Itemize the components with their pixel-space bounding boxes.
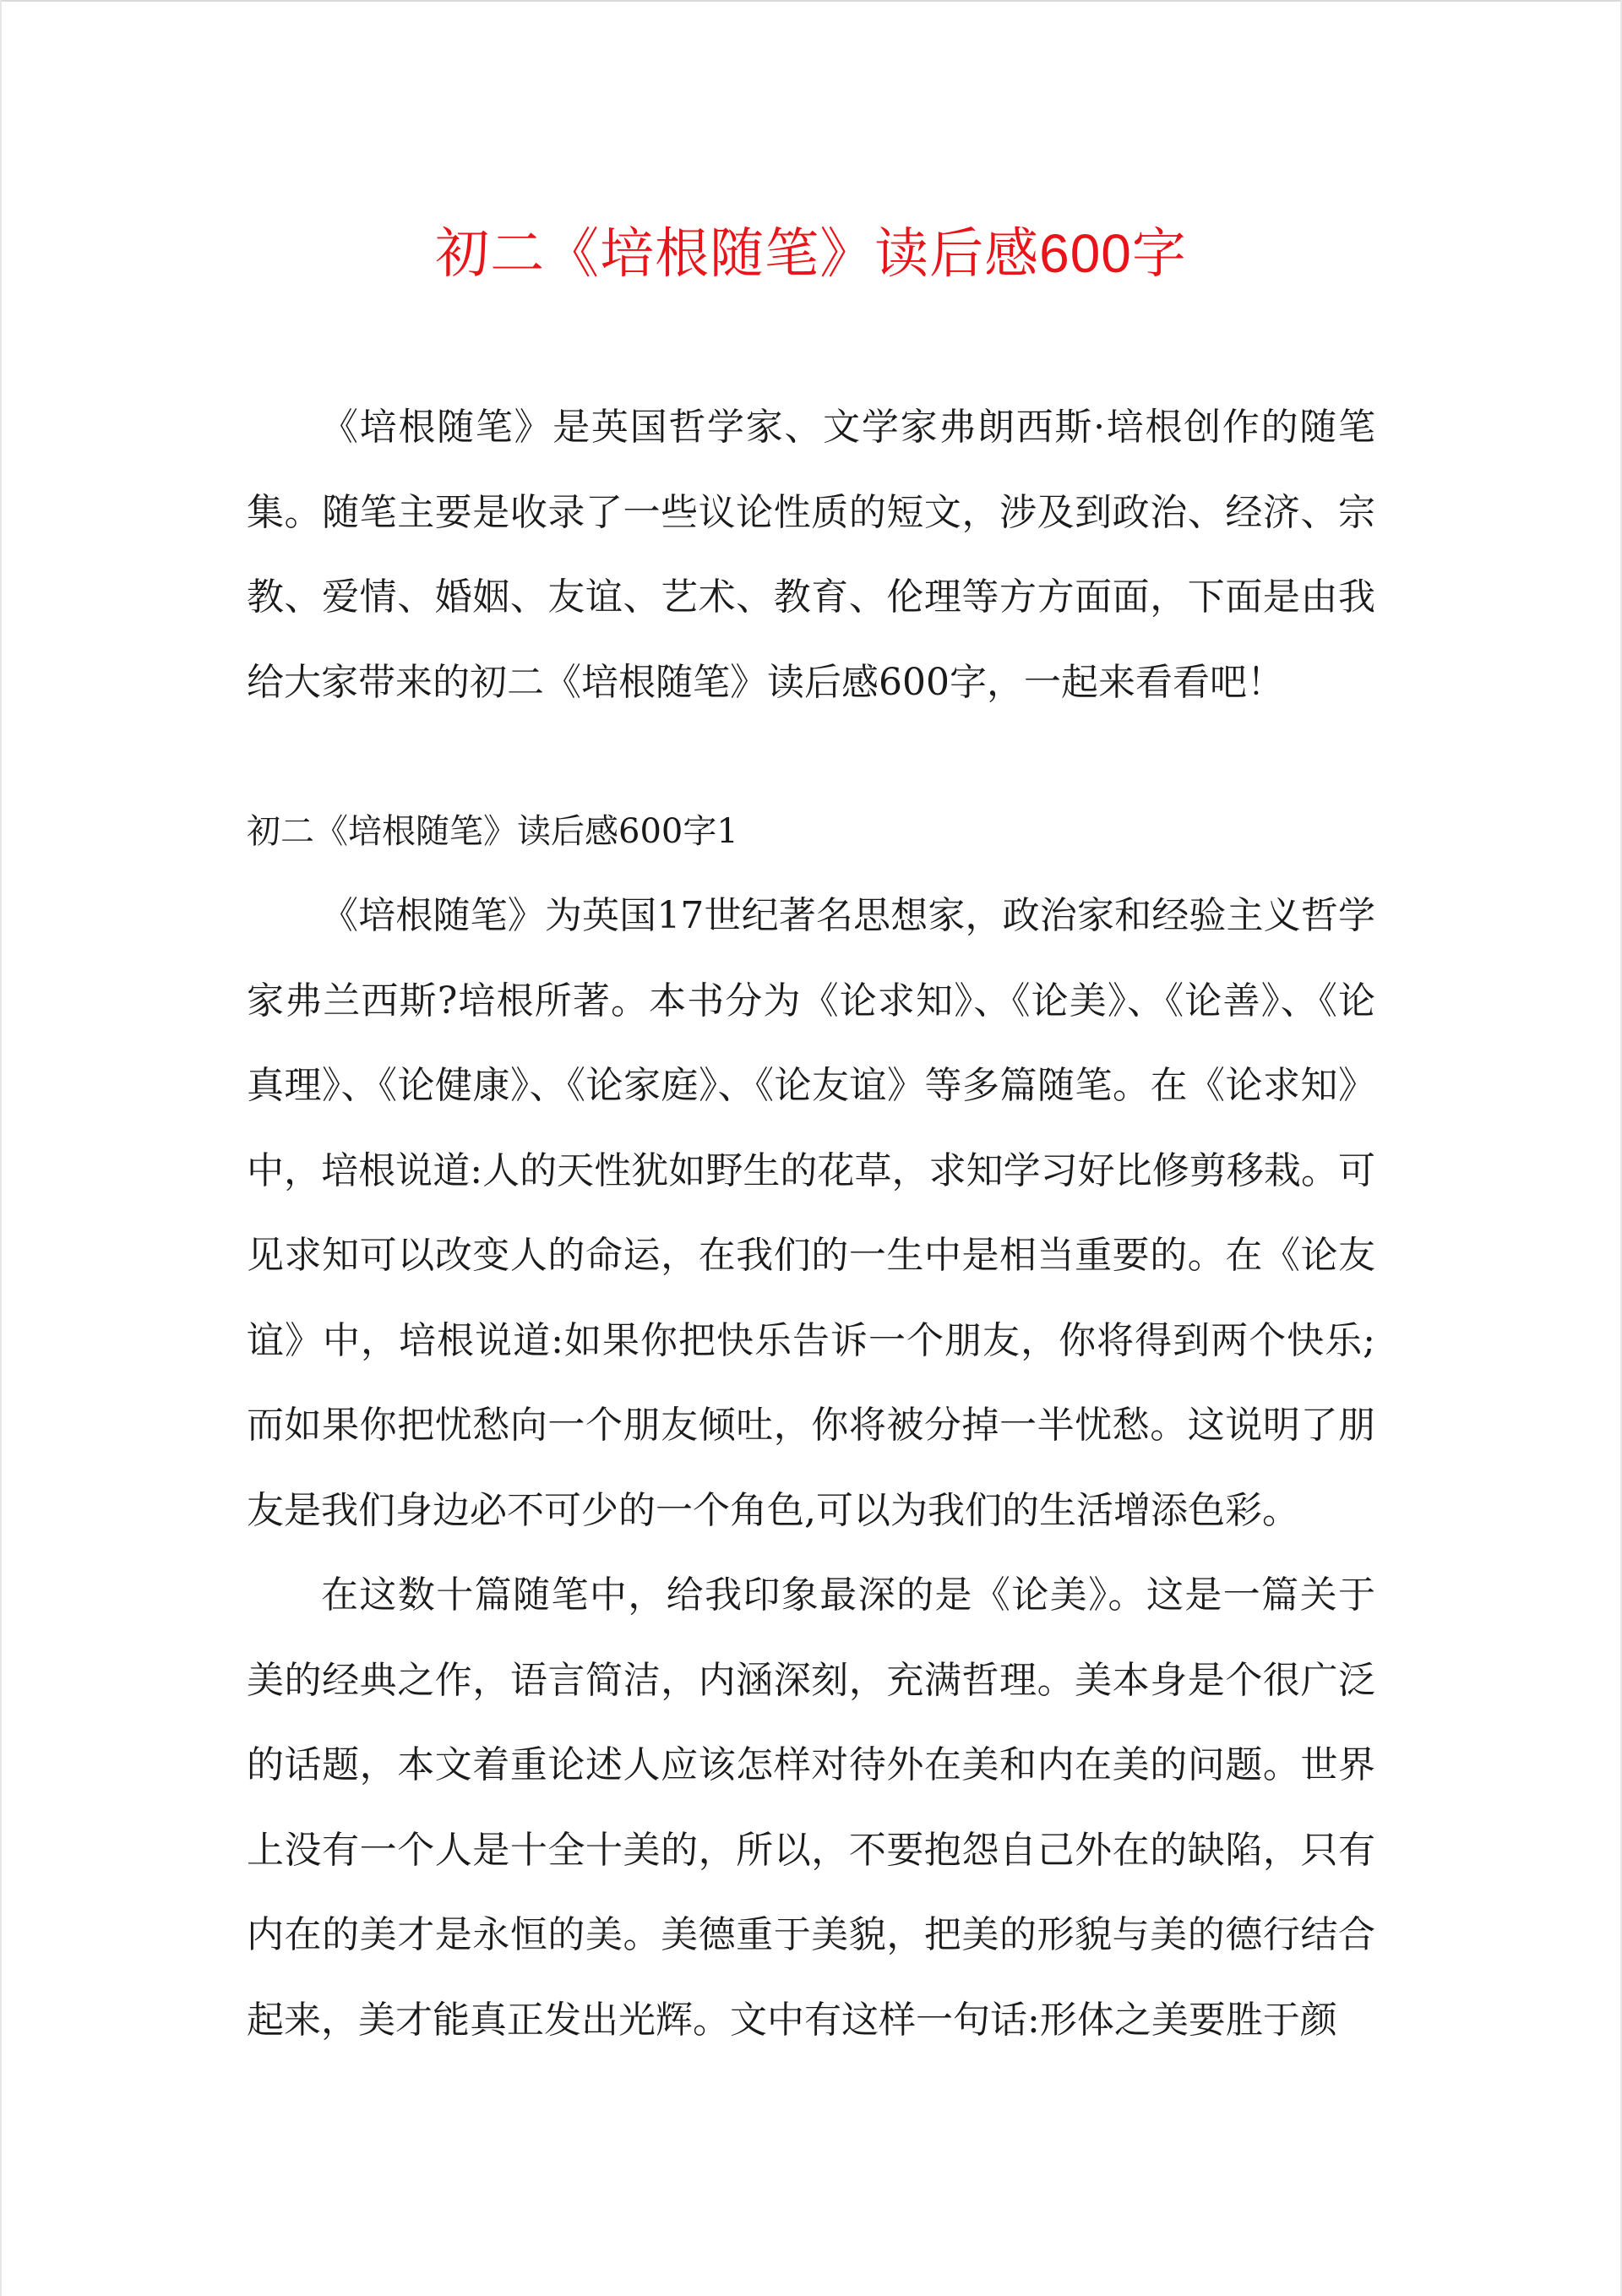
page-top-edge bbox=[0, 0, 1622, 2]
intro-paragraph: 《培根随笔》是英国哲学家、文学家弗朗西斯·培根创作的随笔集。随笔主要是收录了一些议论性质的短文，涉及到政治、经济、宗教、爱情、婚姻、友谊、艺术、教育、伦理等方方面面，下面是由我给大家带来的初二《培根随笔》读后感600字，一起来看看吧！ bbox=[247, 406, 1375, 704]
page-left-edge bbox=[0, 0, 2, 2296]
body-paragraph-1: 《培根随笔》为英国17世纪著名思想家，政治家和经验主义哲学家弗兰西斯?培根所著。本书分为《论求知》、《论美》、《论善》、《论真理》、《论健康》、《论家庭》、《论友谊》等多篇随笔。在《论求知》中，培根说道:人的天性犹如野生的花草，求知学习好比修剪移栽。可见求知可以改变人的命运，在我们的一生中是相当重要的。在《论友谊》中，培根说道:如果你把快乐告诉一个朋友，你将得到两个快乐;而如果你把忧愁向一个朋友倾吐，你将被分掉一半忧愁。这说明了朋友是我们身边必不可少的一个角色,可以为我们的生活增添色彩。 bbox=[247, 894, 1375, 1532]
section-heading: 初二《培根随笔》读后感600字1 bbox=[247, 812, 738, 851]
body-paragraph-2: 在这数十篇随笔中，给我印象最深的是《论美》。这是一篇关于美的经典之作，语言简洁，内涵深刻，充满哲理。美本身是个很广泛的话题，本文着重论述人应该怎样对待外在美和内在美的问题。世界上没有一个人是十全十美的，所以，不要抱怨自己外在的缺陷，只有内在的美才是永恒的美。美德重于美貌，把美的形貌与美的德行结合起来，美才能真正发出光辉。文中有这样一句话:形体之美要胜于颜 bbox=[247, 1573, 1375, 2042]
document-title: 初二《培根随笔》读后感600字 bbox=[435, 223, 1187, 284]
document-body bbox=[247, 211, 1375, 2063]
